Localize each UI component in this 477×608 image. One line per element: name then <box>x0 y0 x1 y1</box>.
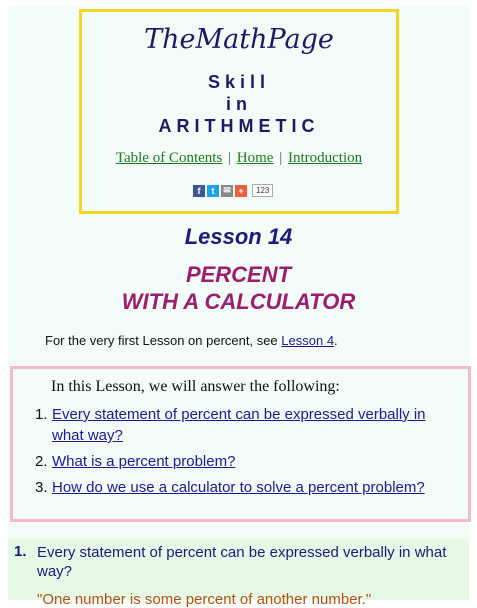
questions-heading: In this Lesson, we will answer the following: <box>51 378 340 395</box>
question-link-3[interactable]: How do we use a calculator to solve a percent problem? <box>52 479 425 496</box>
question-link-2[interactable]: What is a percent problem? <box>52 453 236 470</box>
lesson-4-link[interactable]: Lesson 4 <box>281 333 335 348</box>
share-count: 123 <box>252 184 273 197</box>
question-link-1[interactable]: Every statement of percent can be expressed verbally in what way? <box>52 406 426 444</box>
nav-separator: | <box>228 150 232 166</box>
site-logo[interactable]: TheMathPage <box>144 24 334 55</box>
intro-prefix: For the very first Lesson on percent, see <box>45 333 282 348</box>
subtitle-in: in <box>226 94 252 114</box>
question-number: 1. <box>35 406 48 423</box>
lesson-number: Lesson 14 <box>184 224 293 249</box>
twitter-icon[interactable]: t <box>207 185 219 197</box>
section-heading: Every statement of percent can be expressed verbally in what way? <box>37 544 447 580</box>
nav-links <box>82 150 396 167</box>
share-buttons <box>193 184 273 197</box>
share-plus-icon[interactable]: + <box>235 185 247 197</box>
question-number: 3. <box>35 479 48 496</box>
section-quote: "One number is some percent of another number." <box>37 591 372 608</box>
introduction-link[interactable]: Introduction <box>287 150 363 166</box>
table-of-contents-link[interactable]: Table of Contents <box>115 150 223 166</box>
page <box>8 6 469 608</box>
home-link[interactable]: Home <box>236 150 274 166</box>
intro-end: . <box>334 333 338 348</box>
nav-separator: | <box>279 150 283 166</box>
facebook-icon[interactable]: f <box>193 185 205 197</box>
email-icon[interactable]: ✉ <box>221 185 233 197</box>
lesson-title-line2: WITH A CALCULATOR <box>121 289 356 314</box>
section-1 <box>8 539 469 608</box>
question-number: 2. <box>35 453 48 470</box>
intro-text <box>45 333 338 348</box>
subtitle-arithmetic: ARITHMETIC <box>158 116 320 136</box>
section-number: 1. <box>14 543 27 560</box>
subtitle-skill: Skill <box>207 72 271 92</box>
lesson-title-line1: PERCENT <box>185 262 292 287</box>
header-box <box>79 9 399 214</box>
questions-box <box>10 366 471 522</box>
